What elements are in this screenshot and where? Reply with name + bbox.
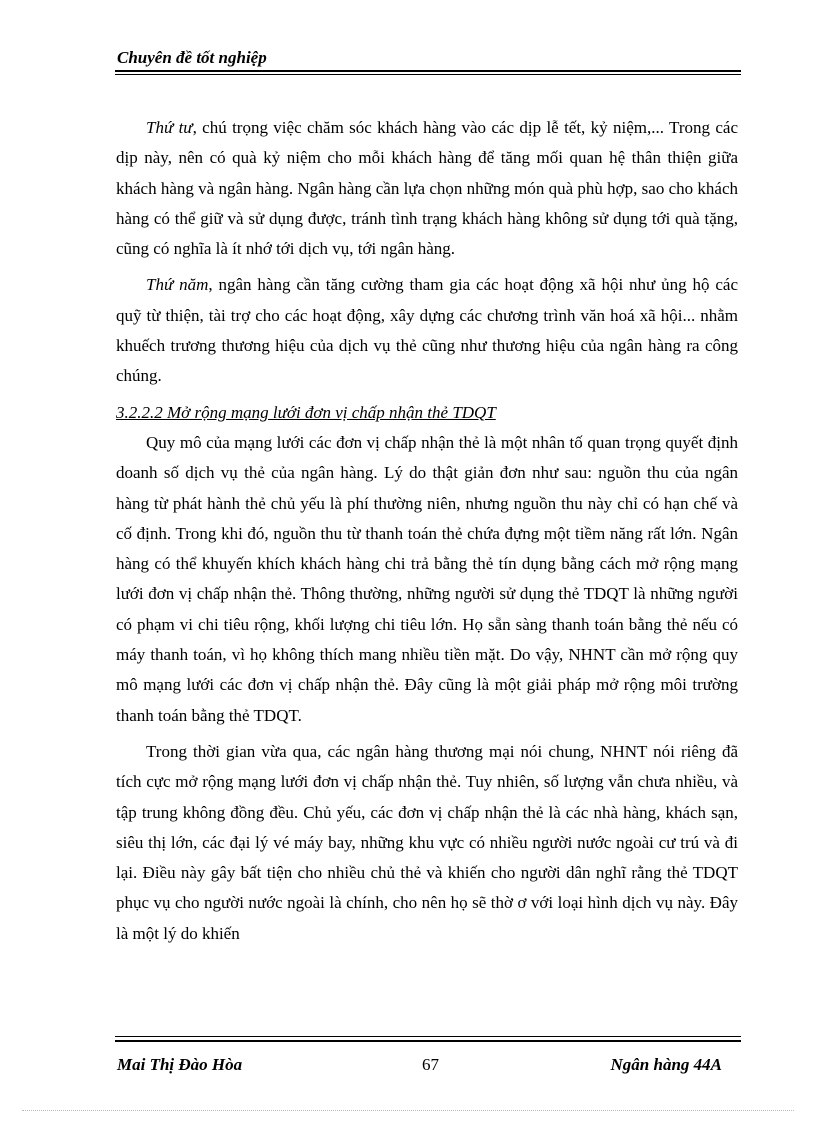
section-heading — [116, 398, 738, 428]
paragraph-text: , ngân hàng cần tăng cường tham gia các hoạt động xã hội như ủng hộ các quỹ từ thiện, tài trợ cho các hoạt động, xây dựng các chương trình văn hoá xã hội... nhằm khuếch trương thương hiệu của dịch vụ thẻ cũng như thương hiệu của ngân hàng ra công chúng. — [116, 275, 738, 386]
document-body — [116, 113, 738, 955]
section-heading-text: 3.2.2.2 Mở rộng mạng lưới đơn vị chấp nhận thẻ TDQT — [116, 402, 496, 422]
paragraph-text: , chú trọng việc chăm sóc khách hàng vào các dịp lễ tết, kỷ niệm,... Trong các dịp này, nên có quà kỷ niệm cho mỗi khách hàng để tăng mối quan hệ thân thiện giữa khách hàng và ngân hàng. Ngân hàng cần lựa chọn những món quà phù hợp, sao cho khách hàng có thể giữ và sử dụng được, tránh tình trạng khách hàng không sử dụng tới quà tặng, cũng có nghĩa là ít nhớ tới dịch vụ, tới ngân hàng. — [116, 118, 738, 259]
paragraph-thu-tu — [116, 113, 738, 264]
paragraph-quy-mo: Quy mô của mạng lưới các đơn vị chấp nhận thẻ là một nhân tố quan trọng quyết định doanh số dịch vụ thẻ của ngân hàng. Lý do thật giản đơn như sau: nguồn thu của ngân hàng từ phát hành thẻ chủ yếu là phí thường niên, nhưng nguồn thu này chỉ có hạn chế và cố định. Trong khi đó, nguồn thu từ thanh toán thẻ chứa đựng một tiềm năng rất lớn. Ngân hàng có thể khuyến khích khách hàng chi trả bằng thẻ tín dụng bằng cách mở rộng mạng lưới đơn vị chấp nhận thẻ. Thông thường, những người sử dụng thẻ TDQT là những người có phạm vi chi tiêu rộng, khối lượng chi tiêu lớn. Họ sẵn sàng thanh toán bằng thẻ nếu có máy thanh toán, vì họ không thích mang nhiều tiền mặt. Do vậy, NHNT cần mở rộng quy mô mạng lưới các đơn vị chấp nhận thẻ. Đây cũng là một giải pháp mở rộng môi trường thanh toán bằng thẻ TDQT. — [116, 432, 738, 725]
header-rule-top — [115, 70, 741, 72]
footer-rule-top — [115, 1036, 741, 1037]
footer-class: Ngân hàng 44A — [610, 1055, 722, 1074]
paragraph-lead: Thứ năm — [146, 275, 209, 295]
header-title: Chuyên đề tốt nghiệp — [117, 48, 267, 67]
paragraph-lead: Thứ tư — [146, 118, 193, 137]
footer-rule-bottom — [115, 1040, 741, 1042]
page-edge-divider — [22, 1110, 794, 1111]
footer-author: Mai Thị Đào Hòa — [117, 1055, 243, 1074]
paragraph-thoi-gian: Trong thời gian vừa qua, các ngân hàng thương mại nói chung, NHNT nói riêng đã tích cực mở rộng mạng lưới đơn vị chấp nhận thẻ. Tuy nhiên, số lượng vẫn chưa nhiều, và tập trung không đồng đều. Chủ yếu, các đơn vị chấp nhận thẻ là các nhà hàng, khách sạn, siêu thị lớn, các đại lý vé máy bay, những khu vực có nhiều người nước ngoài cư trú và đi lại. Điều này gây bất tiện cho nhiều chủ thẻ và khiến cho người dân nghĩ rằng thẻ TDQT phục vụ cho người nước ngoài là chính, cho nên họ sẽ thờ ơ với loại hình dịch vụ này. Đây là một lý do khiến — [116, 741, 738, 943]
paragraph-thu-nam — [116, 270, 738, 391]
header-rule-bottom — [115, 74, 741, 75]
page-number: 67 — [422, 1055, 439, 1074]
